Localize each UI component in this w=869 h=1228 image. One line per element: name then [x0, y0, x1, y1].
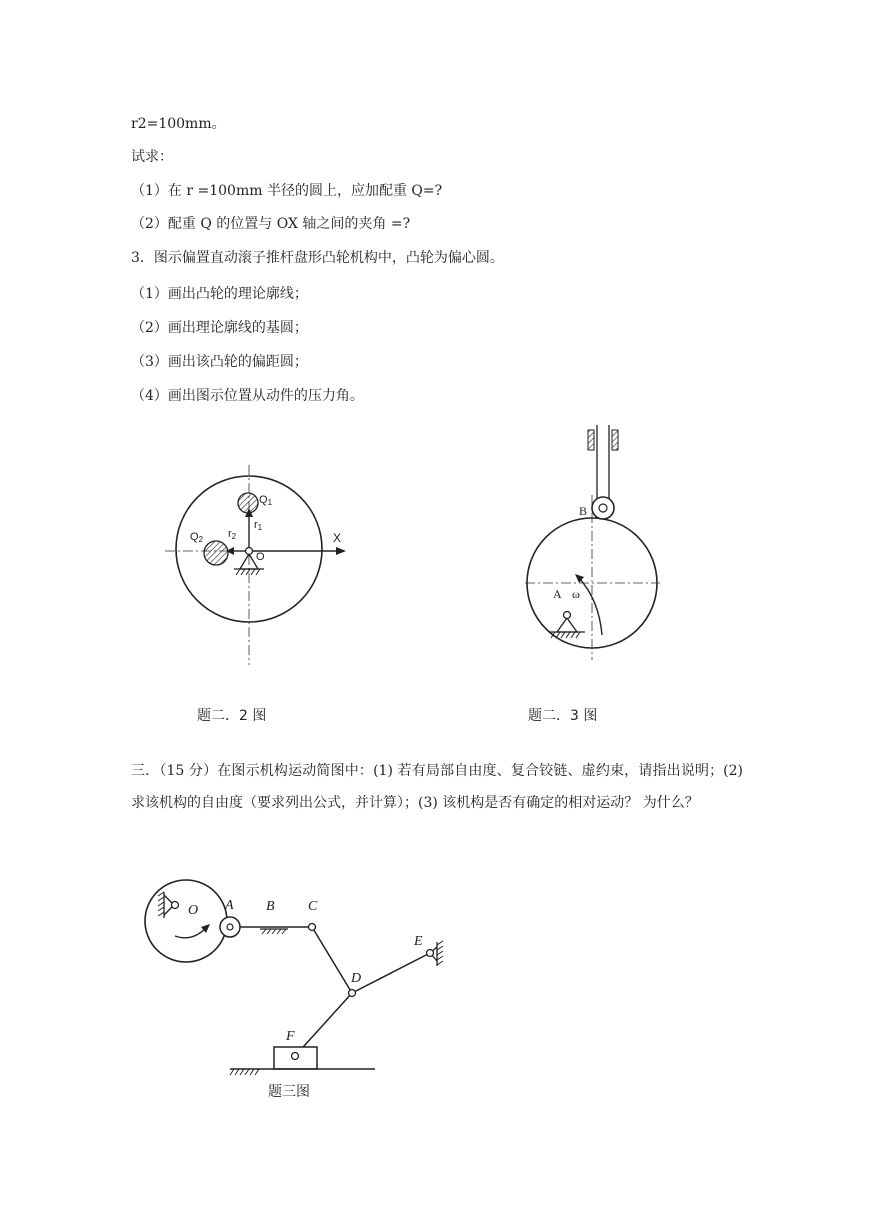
rotation-arc: [175, 928, 206, 938]
pivot-e-ground-hatch: [437, 941, 443, 965]
weight-q1: [238, 493, 258, 513]
pivot-o-link1: [164, 895, 172, 903]
caption-fig-2-2: 题二．2 图: [197, 708, 267, 724]
text-line-r2: r2=100mm。: [131, 116, 226, 132]
pivot-o-ground-hatch: [158, 892, 164, 916]
question-3-title: 3．图示偏置直动滚子推杆盘形凸轮机构中，凸轮为偏心圆。: [131, 250, 504, 266]
question-3-2: （2）画出理论廓线的基圆；: [131, 320, 308, 336]
text-line-shiqiu: 试求：: [131, 149, 173, 165]
label-o: O: [188, 903, 199, 918]
guide-left: [588, 430, 594, 450]
figure-2-3: [515, 420, 665, 665]
pivot-o: [172, 902, 179, 909]
pivot-o-link2: [164, 907, 172, 915]
caption-fig-3: 题三图: [268, 1084, 310, 1100]
joint-f: [292, 1053, 299, 1060]
pivot-a: [564, 612, 571, 619]
label-r1: r1: [254, 519, 263, 532]
section-3-question: 三．（15 分）在图示机构运动简图中：(1) 若有局部自由度、复合铰链、虚约束，请指出说明；(2) 求该机构的自由度（要求列出公式，并计算）；(3) 该机构是否有确定的相对运动？ 为什么？: [131, 763, 743, 811]
joint-c: [309, 924, 316, 931]
link-cd: [312, 927, 352, 993]
pivot-a-support: [557, 618, 577, 632]
caption-fig-2-3: 题二．3 图: [528, 708, 598, 724]
slider-ground-hatch: [230, 1069, 259, 1075]
label-omega: ω: [572, 587, 580, 601]
label-q2: Q2: [190, 531, 204, 544]
question-2-2: （2）配重 Q 的位置与 OX 轴之间的夹角 =?: [131, 216, 411, 232]
label-e: E: [414, 934, 423, 949]
cam-disc: [145, 880, 227, 962]
figure-3: [140, 870, 460, 1085]
question-2-1: （1）在 r =100mm 半径的圆上，应加配重 Q=?: [131, 183, 443, 199]
omega-arc: [579, 578, 602, 635]
guide-b-hatch: [262, 929, 286, 934]
label-b: B: [579, 504, 588, 518]
pivot-o: [246, 548, 253, 555]
label-r2: r2: [228, 528, 237, 541]
label-x: X: [333, 531, 342, 545]
roller-pin: [599, 504, 607, 512]
joint-d: [349, 990, 356, 997]
question-3-4: （4）画出图示位置从动件的压力角。: [131, 388, 364, 404]
label-a: A: [225, 898, 234, 913]
ground-hatch: [236, 569, 260, 575]
question-3-3: （3）画出该凸轮的偏距圆；: [131, 354, 308, 370]
label-d: D: [351, 971, 362, 986]
label-a: A: [553, 587, 562, 601]
label-f: F: [286, 1029, 295, 1044]
weight-q2: [204, 541, 228, 565]
link-de: [352, 953, 430, 993]
question-3-1: （1）画出凸轮的理论廓线；: [131, 286, 308, 302]
label-q1: Q1: [259, 494, 273, 507]
roller-a-pin: [227, 924, 233, 930]
label-o: O: [256, 551, 265, 563]
label-b: B: [266, 899, 275, 914]
x-axis-arrowhead: [336, 547, 346, 555]
joint-e: [427, 950, 434, 957]
label-c: C: [308, 899, 318, 914]
guide-right: [612, 430, 618, 450]
figure-2-2: [160, 460, 360, 670]
